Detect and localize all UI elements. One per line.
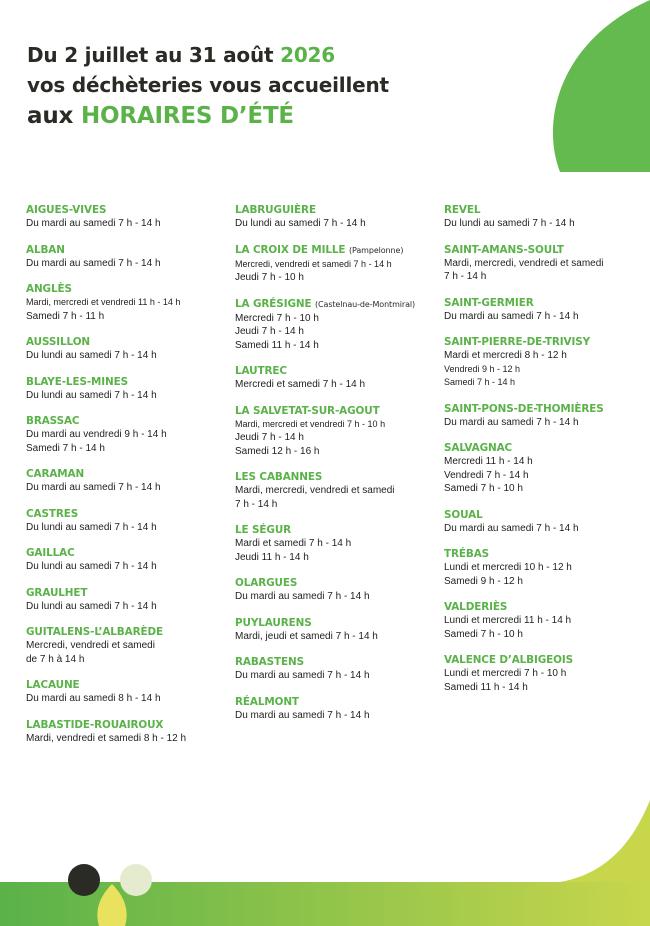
opening-hours-line: Du lundi au samedi 7 h - 14 h (26, 600, 157, 612)
facility-entry (444, 600, 649, 641)
opening-hours-line: Du lundi au samedi 7 h - 14 h (26, 561, 157, 572)
facility-name (26, 282, 231, 296)
facility-entry (26, 243, 231, 271)
facility-name (26, 678, 231, 692)
facility-entry (235, 523, 440, 564)
opening-hours-line: Samedi 7 h - 10 h (444, 483, 523, 494)
facility-name-text: GRAULHET (26, 586, 88, 599)
opening-hours-line: Du lundi au samedi 7 h - 14 h (444, 218, 575, 229)
opening-hours-line: Samedi 9 h - 12 h (444, 575, 523, 587)
facility-entry (235, 576, 440, 604)
facility-entry (26, 375, 231, 403)
opening-hours-line: Mercredi, vendredi et samedi 7 h - 14 h (235, 258, 392, 269)
opening-hours-line: Samedi 7 h - 14 h (444, 377, 516, 387)
opening-hours-line: Du mardi au samedi 7 h - 14 h (444, 310, 579, 322)
facility-entry (26, 203, 231, 231)
facility-entry (235, 470, 440, 511)
title-prefix: aux (27, 103, 81, 129)
facility-entry (235, 243, 440, 285)
opening-hours-line: Mercredi 11 h - 14 h (444, 456, 533, 467)
opening-hours-line: Du lundi au samedi 7 h - 14 h (26, 350, 157, 361)
facility-name (235, 404, 440, 418)
opening-hours-line: Mardi, vendredi et samedi 8 h - 12 h (26, 732, 187, 744)
facility-entry (26, 678, 231, 706)
facility-name (26, 203, 231, 217)
facility-name (26, 467, 231, 481)
facility-name (444, 600, 649, 614)
facility-entry (444, 335, 649, 390)
lime-curve-bottom-right (560, 800, 650, 882)
facility-name-text: BLAYE-LES-MINES (26, 375, 129, 388)
facility-entry (26, 414, 231, 455)
facility-name (26, 507, 231, 521)
facility-name-text: AIGUES-VIVES (26, 204, 107, 216)
facility-name (235, 655, 440, 669)
facility-name (235, 470, 440, 484)
facility-entry (26, 467, 231, 495)
facility-name (444, 653, 649, 667)
dark-circle-shape (68, 864, 100, 896)
facility-name (235, 203, 440, 217)
opening-hours-line: 7 h - 14 h (444, 271, 487, 282)
facility-name-text: LABASTIDE-ROUAIROUX (26, 718, 164, 731)
facility-name-text: VALDERIÈS (444, 601, 508, 613)
facility-entry (444, 203, 649, 231)
facility-name (26, 546, 231, 560)
facility-entry (444, 402, 649, 430)
facility-name (444, 203, 649, 217)
facility-name (26, 586, 231, 600)
opening-hours-line: Samedi 12 h - 16 h (235, 445, 320, 457)
opening-hours-line: Samedi 11 h - 14 h (444, 681, 528, 693)
title-line-3 (27, 100, 389, 132)
facility-name-text: SOUAL (444, 508, 483, 521)
facility-name-text: VALENCE D’ALBIGEOIS (444, 654, 574, 666)
facility-name-text: ANGLÈS (26, 283, 72, 295)
facility-name-text: SAINT-AMANS-SOULT (444, 243, 564, 256)
opening-hours-line: Du mardi au samedi 7 h - 14 h (444, 522, 579, 534)
facility-entry (26, 507, 231, 535)
facility-name (444, 243, 649, 257)
opening-hours-line: Jeudi 7 h - 14 h (235, 326, 304, 337)
opening-hours-line: Jeudi 11 h - 14 h (235, 551, 309, 563)
facility-entry (444, 441, 649, 496)
facility-name-text: SAINT-GERMIER (444, 296, 534, 309)
facility-entry (235, 404, 440, 459)
facility-name-text: TRÉBAS (444, 548, 490, 560)
opening-hours-line: Mardi et mercredi 8 h - 12 h (444, 350, 567, 361)
opening-hours-line: 7 h - 14 h (235, 498, 278, 510)
facility-name (235, 576, 440, 590)
facility-name-text: LABRUGUIÈRE (235, 204, 316, 216)
opening-hours-line: Du mardi au samedi 7 h - 14 h (235, 709, 370, 721)
facility-name (26, 718, 231, 732)
facility-name (235, 297, 440, 312)
facility-entry (26, 282, 231, 323)
facility-name-text: BRASSAC (26, 415, 80, 427)
opening-hours-line: Du mardi au samedi 7 h - 14 h (235, 591, 370, 602)
opening-hours-line: Mardi, mercredi, vendredi et samedi (235, 485, 395, 496)
facility-entry (235, 616, 440, 644)
facility-entry (235, 203, 440, 231)
opening-hours-line: de 7 h à 14 h (26, 653, 85, 665)
title-highlight: HORAIRES D’ÉTÉ (80, 103, 294, 129)
opening-hours-line: Du lundi au samedi 7 h - 14 h (26, 389, 157, 401)
opening-hours-line: Mardi et samedi 7 h - 14 h (235, 538, 352, 549)
facility-name-text: RÉALMONT (235, 695, 299, 708)
opening-hours-line: Lundi et mercredi 11 h - 14 h (444, 615, 572, 626)
opening-hours-line: Du mardi au samedi 8 h - 14 h (26, 693, 161, 704)
title-year: 2026 (280, 43, 335, 67)
facility-name (235, 243, 440, 258)
opening-hours-line: Samedi 7 h - 10 h (444, 628, 523, 640)
opening-hours-line: Du mardi au samedi 7 h - 14 h (26, 257, 161, 269)
facility-name-text: PUYLAURENS (235, 616, 312, 629)
facility-name-text: LES CABANNES (235, 471, 323, 483)
opening-hours-line: Lundi et mercredi 10 h - 12 h (444, 562, 572, 573)
facility-name-text: AUSSILLON (26, 336, 91, 348)
bottom-band (0, 882, 650, 926)
opening-hours-line: Mardi, jeudi et samedi 7 h - 14 h (235, 630, 378, 642)
facility-name-text: LAUTREC (235, 365, 287, 377)
facility-location-note: (Pampelonne) (348, 245, 404, 255)
opening-hours-line: Samedi 11 h - 14 h (235, 339, 319, 351)
opening-hours-line: Vendredi 9 h - 12 h (444, 363, 521, 374)
facility-name-text: SALVAGNAC (444, 442, 513, 454)
facility-name-text: CARAMAN (26, 468, 85, 480)
facility-name-text: LE SÉGUR (235, 524, 292, 536)
light-circle-shape (120, 864, 152, 896)
facility-name (235, 364, 440, 378)
opening-hours-line: Jeudi 7 h - 10 h (235, 272, 304, 283)
facility-entry (444, 508, 649, 536)
facility-entry (26, 718, 231, 746)
facility-name (26, 243, 231, 257)
facility-name (444, 441, 649, 455)
opening-hours-line: Mercredi 7 h - 10 h (235, 312, 319, 324)
title-line-2: vos déchèteries vous accueillent (27, 73, 389, 97)
title-dates: Du 2 juillet au 31 août (27, 43, 281, 67)
facility-entry (235, 695, 440, 723)
opening-hours-line: Mardi, mercredi, vendredi et samedi (444, 257, 604, 269)
facility-entry (444, 653, 649, 694)
opening-hours-line: Jeudi 7 h - 14 h (235, 432, 304, 443)
facility-name (444, 547, 649, 561)
facility-name (444, 296, 649, 310)
opening-hours-line: Du lundi au samedi 7 h - 14 h (235, 218, 366, 229)
opening-hours-line: Vendredi 7 h - 14 h (444, 469, 529, 481)
opening-hours-line: Samedi 7 h - 11 h (26, 310, 105, 322)
facility-entry (444, 296, 649, 324)
facility-name-text: GAILLAC (26, 547, 75, 559)
facility-entry (235, 297, 440, 353)
facility-name-text: REVEL (444, 204, 481, 216)
facility-entry (235, 364, 440, 392)
opening-hours-line: Du mardi au samedi 7 h - 14 h (26, 482, 161, 493)
facility-name-text: CASTRES (26, 507, 79, 520)
facility-entry (444, 547, 649, 588)
facility-name (26, 414, 231, 428)
facility-name (235, 616, 440, 630)
facility-entry (26, 625, 231, 666)
facility-entry (26, 546, 231, 574)
opening-hours-line: Mardi, mercredi et vendredi 11 h - 14 h (26, 297, 181, 307)
facility-name (444, 402, 649, 416)
facility-name (235, 523, 440, 537)
facility-name (26, 335, 231, 349)
opening-hours-line: Lundi et mercredi 7 h - 10 h (444, 668, 567, 679)
facility-name-text: ALBAN (26, 243, 65, 256)
facility-name-text: LA CROIX DE MILLE (235, 243, 346, 256)
facility-name (444, 335, 649, 349)
opening-hours-line: Du mardi au samedi 7 h - 14 h (26, 218, 161, 229)
facility-location-note: (Castelnau-de-Montmiral) (315, 299, 416, 309)
opening-hours-line: Du mardi au samedi 7 h - 14 h (444, 416, 579, 428)
opening-hours-line: Mercredi et samedi 7 h - 14 h (235, 379, 366, 390)
facility-name-text: OLARGUES (235, 577, 298, 589)
facility-name (235, 695, 440, 709)
schedule-column-2 (235, 203, 440, 734)
facility-name-text: RABASTENS (235, 656, 304, 668)
leaf-shape-top-right (553, 0, 650, 172)
facility-name (26, 375, 231, 389)
schedule-column-1 (26, 203, 231, 757)
facility-name-text: LA SALVETAT-SUR-AGOUT (235, 404, 380, 417)
facility-name (444, 508, 649, 522)
facility-entry (444, 243, 649, 284)
schedule-column-3 (444, 203, 649, 706)
title-line-1 (27, 40, 389, 70)
facility-name (26, 625, 231, 639)
facility-entry (26, 335, 231, 363)
facility-entry (26, 586, 231, 614)
page-title (27, 40, 389, 132)
facility-name-text: SAINT-PIERRE-DE-TRIVISY (444, 336, 591, 348)
facility-name-text: SAINT-PONS-DE-THOMIÈRES (444, 402, 604, 415)
opening-hours-line: Du mardi au vendredi 9 h - 14 h (26, 429, 167, 440)
opening-hours-line: Mardi, mercredi et vendredi 7 h - 10 h (235, 418, 386, 429)
facility-entry (235, 655, 440, 683)
facility-name-text: LACAUNE (26, 679, 80, 691)
opening-hours-line: Du mardi au samedi 7 h - 14 h (235, 670, 370, 681)
opening-hours-line: Samedi 7 h - 14 h (26, 442, 105, 454)
opening-hours-line: Mercredi, vendredi et samedi (26, 640, 155, 651)
opening-hours-line: Du lundi au samedi 7 h - 14 h (26, 521, 157, 533)
facility-name-text: GUITALENS-L’ALBARÈDE (26, 626, 163, 638)
facility-name-text: LA GRÉSIGNE (235, 297, 312, 310)
